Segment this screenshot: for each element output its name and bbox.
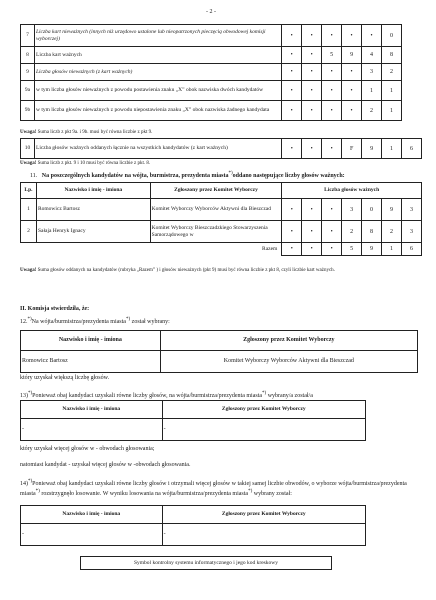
digit-cell: • [322,139,342,159]
section-2-heading: II. Komisja stwierdziła, że: [20,306,90,312]
tie-table-13 [20,400,366,441]
row-label: Liczba kart ważnych [34,47,281,64]
digit-cell: • [322,243,342,256]
digit-cell: • [342,101,362,121]
digit-cell: 9 [362,139,382,159]
digit-cell: • [342,64,362,81]
digit-cell: • [322,81,342,101]
digit-cell: • [362,25,382,47]
digit-cell: • [302,221,322,243]
winner-committee: Komitet Wyborczy Wyborców Aktywni dla Bieszczad [160,351,417,373]
digit-cell: • [282,243,302,256]
digit-cell: 9 [342,47,362,64]
digit-cell: 1 [382,101,402,121]
digit-cell: 1 [382,139,402,159]
col-committee: Zgłoszony przez Komitet Wyborczy [160,331,417,351]
digit-cell: 4 [362,47,382,64]
digit-cell: • [302,101,322,121]
digit-cell: • [282,199,302,221]
digit-cell: • [302,25,322,47]
section-11-heading: 11. Na poszczególnych kandydatów na wójta, burmistrza, prezydenta miasta*)oddano następujące liczby głosów ważnych: [30,171,345,179]
page-number: - 2 - [206,9,216,15]
digit-cell: 6 [401,243,421,256]
candidate-name: Sałaja Henryk Ignacy [36,221,150,243]
digit-cell: • [302,199,322,221]
row-label: Liczba kart nieważnych (innych niż urzędowo ustalone lub nieopatrzonych pieczęcią obwodowej komisji wyborczej) [34,25,281,47]
candidate-lp: 2 [21,221,37,243]
row-label: w tym liczba głosów nieważnych z powodu niepostawienia znaku „X” obok nazwiska żadnego kandydata [34,101,281,121]
digit-cell: • [282,64,302,81]
candidate-row [21,199,422,221]
after-12-text: który uzyskał większą liczbę głosów. [20,375,110,381]
digit-cell: 1 [382,81,402,101]
digit-cell: 1 [362,81,382,101]
candidate-lp: 1 [21,199,37,221]
row-num: 8 [21,47,35,64]
row-num: 9a [21,81,35,101]
digit-cell: • [322,64,342,81]
totals-row [21,64,402,81]
totals-table [20,24,402,121]
col-name: Nazwisko i imię - imiona [21,401,163,419]
digit-cell: • [282,47,302,64]
totals-row [21,81,402,101]
empty-committee: - [162,524,365,546]
candidate-row [21,221,422,243]
digit-cell: • [282,25,302,47]
candidate-name: Romowicz Bartosz [36,199,150,221]
col-committee: Zgłoszony przez Komitet Wyborczy [162,506,365,524]
digit-cell: 3 [401,199,421,221]
empty-committee: - [162,419,365,441]
digit-cell: • [282,81,302,101]
digit-cell: 0 [362,199,382,221]
winner-table [20,330,418,373]
note-uwaga-1: Uwaga! Suma liczb z pkt 9a. i 9b. musi być równa liczbie z pkt 9. [20,130,153,135]
razem-label: Razem [21,243,282,256]
digit-cell: • [302,81,322,101]
digit-cell: 6 [402,139,422,159]
digit-cell: 0 [382,25,402,47]
digit-cell: 2 [362,101,382,121]
candidate-committee: Komitet Wyborczy Bieszczadzkiego Stowarzyszenia Samorządowego w [150,221,282,243]
digit-cell: • [322,101,342,121]
digit-cell: 1 [382,243,402,256]
digit-cell: • [342,81,362,101]
digit-cell: 8 [362,221,382,243]
col-votes: Liczba głosów ważnych [282,183,422,199]
after-13a-text: który uzyskał więcej głosów w - obwodach głosowania; [20,446,155,452]
totals-row [21,25,402,47]
row-label: w tym liczba głosów nieważnych z powodu postawienia znaku „X” obok nazwiska dwóch kandydatów [34,81,281,101]
row-num: 9b [21,101,35,121]
digit-cell: • [282,139,302,159]
row-label: Liczba głosów nieważnych (z kart ważnych) [34,64,281,81]
digit-cell: • [342,25,362,47]
after-13b-text: natomiast kandydat - uzyskał więcej głosów w -obwodach głosowania. [20,462,191,468]
col-committee: Zgłoszony przez Komitet Wyborczy [150,183,282,199]
digit-cell: • [302,64,322,81]
digit-cell: 3 [362,64,382,81]
digit-cell: 3 [342,199,362,221]
empty-name: - [21,419,163,441]
row-num: 9 [21,64,35,81]
point-14: 14)*)Ponieważ obaj kandydaci uzyskali równe liczby głosów i otrzymali więcej głosów w takiej samej liczbie obwodów, o wyborze wójta/burmistrza/prezydenta miasta*) rozstrzygnęło losowanie. W wyniku losowania na wójta/burmistrza/prezydenta miasta*) wybrany został: [20,479,407,497]
digit-cell: 5 [342,243,362,256]
digit-cell: 2 [382,64,402,81]
digit-cell: 2 [342,221,362,243]
digit-cell: 9 [362,243,382,256]
col-committee: Zgłoszony przez Komitet Wyborczy [162,401,365,419]
winner-name: Romowicz Bartosz [21,351,161,373]
note-uwaga-2: Uwaga! Suma liczb z pkt. 9 i 10 musi być równa liczbie z pkt. 8. [20,161,151,166]
digit-cell: • [322,221,342,243]
row-label: Liczba głosów ważnych oddanych łącznie na wszystkich kandydatów (z kart ważnych) [34,139,281,159]
digit-cell: • [322,199,342,221]
digit-cell: 5 [322,47,342,64]
note-uwaga-3: Uwaga! Suma głosów oddanych na kandydatów (rubryka „Razem” ) i głosów nieważnych (pkt 9) musi być równa liczbie z pkt 8, czyli liczbie kart ważnych. [20,268,335,273]
point-12: 12.*)Na wójta/burmistrza/prezydenta miasta*) został wybrany: [20,317,170,325]
digit-cell: • [302,139,322,159]
digit-cell: • [282,221,302,243]
row-num: 7 [21,25,35,47]
totals-row [21,47,402,64]
digit-cell: 8 [382,47,402,64]
point-13: 13)*)Ponieważ obaj kandydaci uzyskali równe liczby głosów, na wójta/burmistrza/prezydenta miasta*) wybrany/a został/a [20,391,313,399]
digit-cell: 9 [382,199,402,221]
tie-table-14 [20,505,366,546]
digit-cell: F [342,139,362,159]
digit-cell: 3 [401,221,421,243]
totals-row [21,101,402,121]
digit-cell: 2 [382,221,402,243]
col-name: Nazwisko i imię - imiona [21,331,161,351]
col-name: Nazwisko i imię - imiona [21,506,163,524]
digit-cell: • [282,101,302,121]
empty-name: - [21,524,163,546]
col-name: Nazwisko i imię - imiona [36,183,150,199]
candidates-table [20,182,422,256]
row-10-table [20,138,422,159]
row-num: 10 [21,139,35,159]
digit-cell: • [302,47,322,64]
candidate-committee: Komitet Wyborczy Wyborców Aktywni dla Bieszczad [150,199,282,221]
control-symbol-box: Symbol kontrolny systemu informatycznego i jego kod kreskowy [80,556,332,570]
digit-cell: • [322,25,342,47]
digit-cell: • [302,243,322,256]
col-lp: Lp. [21,183,37,199]
